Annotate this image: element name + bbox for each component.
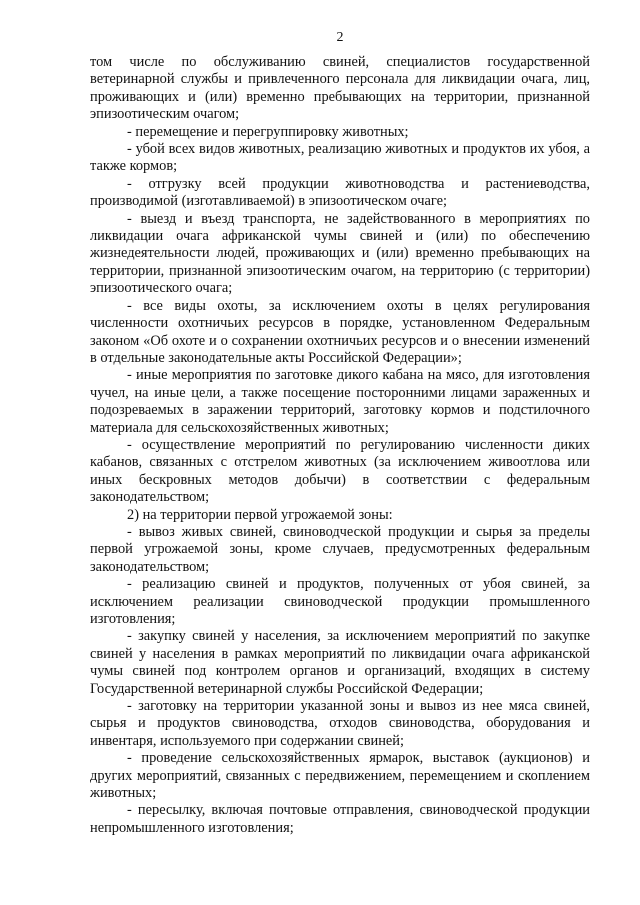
paragraph-1: том числе по обслуживанию свиней, специалистов государственной ветеринарной службы и привлеченного персонала для ликвидации очага, лиц, проживающих и (или) временно пребывающих на территории, признанной эпизоотическим очагом;: [90, 54, 590, 123]
paragraph-12: - закупку свиней у населения, за исключением мероприятий по закупке свиней у населения в рамках мероприятий по ликвидации очага африканской чумы свиней под контролем органов и организаций, входящих в систему Государственной ветеринарной службы Российской Федерации;: [90, 628, 590, 697]
paragraph-5: - выезд и въезд транспорта, не задействованного в мероприятиях по ликвидации очага африканской чумы свиней и (или) по обеспечению жизнедеятельности людей, проживающих и (или) временно пребывающих на территории, признанной эпизоотическим очагом, на территорию (с территории) эпизоотического очага;: [90, 210, 590, 297]
paragraph-2: - перемещение и перегруппировку животных;: [127, 123, 409, 140]
paragraph-11: - реализацию свиней и продуктов, полученных от убоя свиней, за исключением реализации свиноводческой продукции промышленного изготовления;: [90, 576, 590, 627]
paragraph-4: - отгрузку всей продукции животноводства и растениеводства, производимой (изготавливаемой) в эпизоотическом очаге;: [90, 175, 590, 210]
paragraph-10: - вывоз живых свиней, свиноводческой продукции и сырья за пределы первой угрожаемой зоны, кроме случаев, предусмотренных федеральным законодательством;: [90, 523, 590, 575]
document-body: [90, 54, 590, 837]
paragraph-15: - пересылку, включая почтовые отправления, свиноводческой продукции непромышленного изготовления;: [90, 802, 590, 836]
paragraph-3: - убой всех видов животных, реализацию животных и продуктов их убоя, а также кормов;: [90, 141, 590, 175]
page-number: 2: [336, 30, 344, 45]
paragraph-6: - все виды охоты, за исключением охоты в целях регулирования численности охотничьих ресурсов в порядке, установленном Федеральным законом «Об охоте и о сохранении охотничьих ресурсов и о внесении изменений в отдельные законодательные акты Российской Федерации»;: [90, 297, 590, 366]
paragraph-13: - заготовку на территории указанной зоны и вывоз из нее мяса свиней, сырья и продуктов свиноводства, отходов свиноводства, оборудования и инвентаря, используемого при содержании свиней;: [90, 698, 590, 749]
section-heading-first-zone: 2) на территории первой угрожаемой зоны:: [127, 506, 393, 523]
paragraph-7: - иные мероприятия по заготовке дикого кабана на мясо, для изготовления чучел, на иные цели, а также посещение посторонними лицами зараженных и подозреваемых в заражении территорий, заготовку кормов и подстилочного материала для сельскохозяйственных животных;: [90, 367, 590, 436]
paragraph-8: - осуществление мероприятий по регулированию численности диких кабанов, связанных с отстрелом животных (за исключением живоотлова или иных бескровных методов добычи) в соответствии с федеральным законодательством;: [90, 436, 590, 506]
paragraph-14: - проведение сельскохозяйственных ярмарок, выставок (аукционов) и других мероприятий, связанных с передвижением, перемещением и скоплением животных;: [90, 750, 590, 802]
